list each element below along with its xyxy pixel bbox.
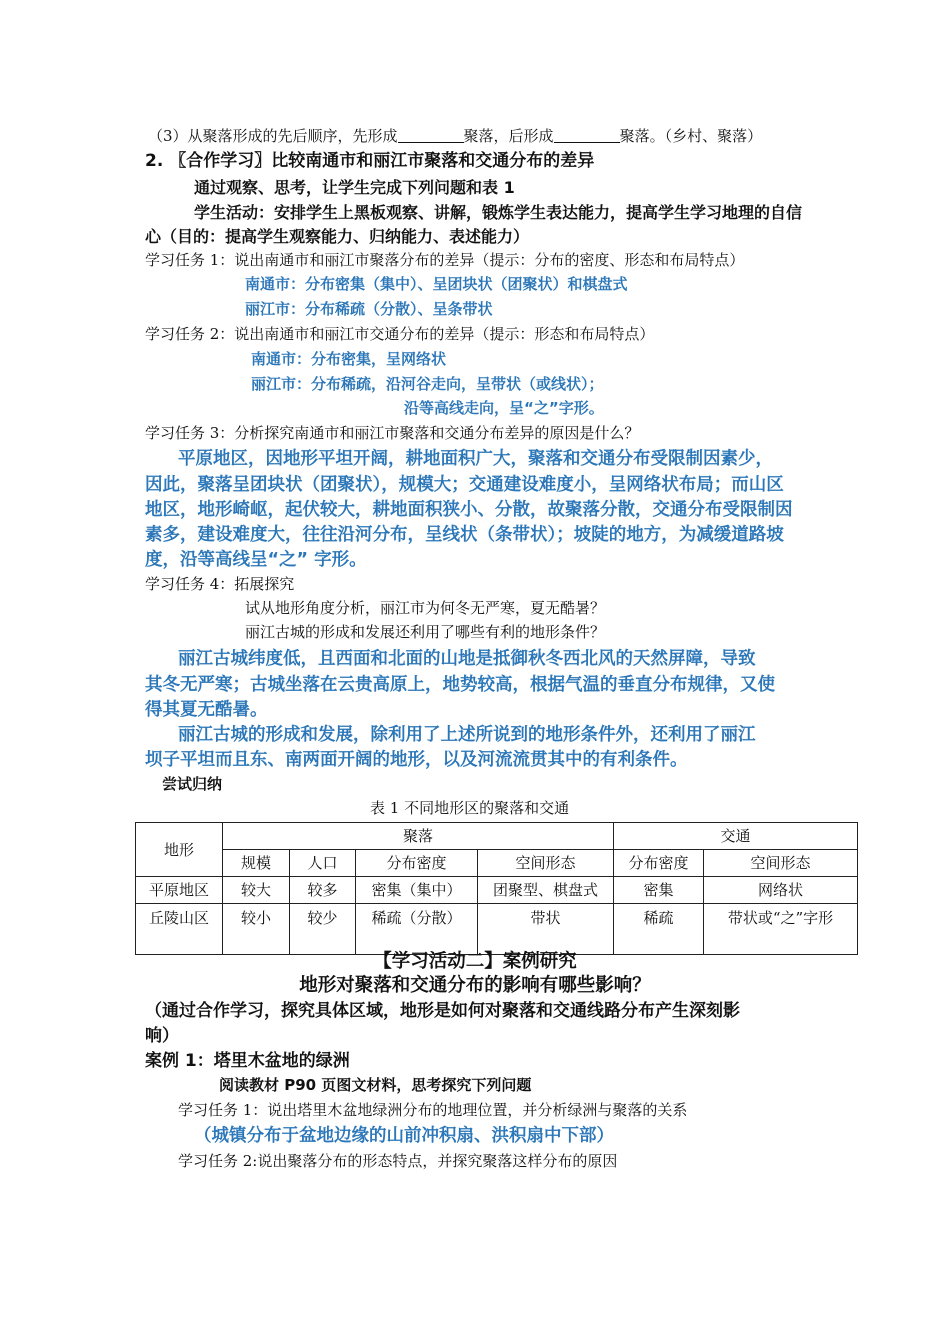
terrain-comparison-table (135, 822, 858, 955)
table-cell: 带状或“之”字形 (704, 904, 858, 955)
table-cell: 较少 (290, 904, 356, 955)
table-header-row (136, 823, 858, 850)
task-3-answer-line-5: 度，沿等高线呈“之” 字形。 (145, 550, 367, 570)
subheader-cell: 规模 (223, 850, 290, 877)
task-4: 学习任务 4：拓展探究 (145, 575, 295, 593)
table-row (136, 904, 858, 955)
task-3: 学习任务 3：分析探究南通市和丽江市聚落和交通分布差异的原因是什么？ (145, 424, 640, 442)
table-cell: 带状 (478, 904, 614, 955)
task-3-answer-line-3: 地区，地形崎岖，起伏较大，耕地面积狭小、分散，故聚落分散，交通分布受限制因 (145, 500, 793, 520)
case-1-heading: 案例 1：塔里木盆地的绿洲 (145, 1051, 350, 1071)
section-2-intro: 通过观察、思考，让学生完成下列问题和表 1 (194, 178, 515, 197)
task-4-question-2: 丽江古城的形成和发展还利用了哪些有利的地形条件？ (245, 623, 606, 641)
subheader-cell: 分布密度 (614, 850, 704, 877)
task-1: 学习任务 1：说出南通市和丽江市聚落分布的差异（提示：分布的密度、形态和布局特点） (145, 251, 745, 269)
task-1-answer-nantong: 南通市：分布密集（集中）、呈团块状（团聚状）和棋盘式 (245, 275, 628, 293)
table-cell: 密集 (614, 877, 704, 904)
header-traffic: 交通 (614, 823, 858, 850)
case-1-task-2: 学习任务 2:说出聚落分布的形态特点，并探究聚落这样分布的原因 (178, 1152, 618, 1170)
header-terrain: 地形 (136, 823, 223, 877)
table-cell: 较小 (223, 904, 290, 955)
task-3-answer-line-4: 素多，建设难度大，往往沿河分布，呈线状（条带状）；坡陡的地方，为减缓道路坡 (145, 525, 784, 545)
subheader-cell: 空间形态 (478, 850, 614, 877)
task-3-answer-line-1: 平原地区，因地形平坦开阔，耕地面积广大，聚落和交通分布受限制因素少， (178, 449, 773, 469)
task-4-answer-line-3: 得其夏无酷暑。 (145, 700, 268, 720)
task-1-answer-lijiang: 丽江市：分布稀疏（分散）、呈条带状 (245, 300, 493, 318)
task-4-answer-line-2: 其冬无严寒；古城坐落在云贵高原上，地势较高，根据气温的垂直分布规律，又使 (145, 675, 775, 695)
subheader-cell: 人口 (290, 850, 356, 877)
task-2-answer-lijiang: 丽江市：分布稀疏，沿河谷走向，呈带状（或线状）； (251, 375, 604, 393)
table-cell: 平原地区 (136, 877, 223, 904)
question-3 (148, 128, 762, 144)
activity-2-intro-line-2: 响） (145, 1026, 179, 1046)
table-cell: 丘陵山区 (136, 904, 223, 955)
student-activity-line-2: 心（目的：提高学生观察能力、归纳能力、表述能力） (145, 227, 530, 246)
case-1-task-1-answer: （城镇分布于盆地边缘的山前冲积扇、洪积扇中下部） (194, 1126, 614, 1146)
table-cell: 较多 (290, 877, 356, 904)
answer-blank-1[interactable] (398, 128, 464, 143)
summary-heading: 尝试归纳 (162, 775, 223, 793)
table-cell: 密集（集中） (356, 877, 478, 904)
subheader-cell: 分布密度 (356, 850, 478, 877)
answer-blank-2[interactable] (554, 128, 620, 143)
student-activity-line-1: 学生活动：安排学生上黑板观察、讲解，锻炼学生表达能力，提高学生学习地理的自信 (194, 203, 803, 222)
table-cell: 较大 (223, 877, 290, 904)
table-cell: 团聚型、棋盘式 (478, 877, 614, 904)
table-cell: 稀疏（分散） (356, 904, 478, 955)
subheader-cell: 空间形态 (704, 850, 858, 877)
task-4-answer-line-4: 丽江古城的形成和发展，除利用了上述所说到的地形条件外，还利用了丽江 (178, 725, 756, 745)
table-cell: 网络状 (704, 877, 858, 904)
question-3-part-a: （3）从聚落形成的先后顺序，先形成 (148, 127, 398, 145)
activity-2-subtitle: 地形对聚落和交通分布的影响有哪些影响？ (299, 975, 651, 996)
task-3-answer-line-2: 因此，聚落呈团块状（团聚状），规模大；交通建设难度小，呈网络状布局；而山区 (145, 475, 784, 495)
task-4-answer-line-1: 丽江古城纬度低，且西面和北面的山地是抵御秋冬西北风的天然屏障，导致 (178, 649, 756, 669)
task-4-question-1: 试从地形角度分析，丽江市为何冬无严寒，夏无酷暑？ (245, 599, 606, 617)
task-2-answer-lijiang-cont: 沿等高线走向，呈“之”字形。 (404, 399, 604, 417)
header-settlement: 聚落 (223, 823, 614, 850)
question-3-part-c: 聚落。（乡村、聚落） (619, 127, 763, 145)
case-1-task-1: 学习任务 1：说出塔里木盆地绿洲分布的地理位置，并分析绿洲与聚落的关系 (178, 1101, 688, 1119)
table-subheader-row (136, 850, 858, 877)
task-2: 学习任务 2：说出南通市和丽江市交通分布的差异（提示：形态和布局特点） (145, 325, 655, 343)
question-3-part-b: 聚落，后形成 (463, 127, 554, 145)
table-caption: 表 1 不同地形区的聚落和交通 (370, 799, 570, 817)
activity-2-intro-line-1: （通过合作学习，探究具体区域，地形是如何对聚落和交通线路分布产生深刻影 (145, 1001, 740, 1021)
section-2-title: 2. 〖合作学习〗比较南通市和丽江市聚落和交通分布的差异 (145, 151, 595, 171)
task-4-answer-line-5: 坝子平坦而且东、南两面开阔的地形，以及河流流贯其中的有利条件。 (145, 750, 688, 770)
table-row (136, 877, 858, 904)
task-2-answer-nantong: 南通市：分布密集，呈网络状 (251, 350, 447, 368)
activity-2-title: 【学习活动二】案例研究 (373, 951, 577, 972)
table-cell: 稀疏 (614, 904, 704, 955)
case-1-intro: 阅读教材 P90 页图文材料，思考探究下列问题 (219, 1076, 532, 1094)
